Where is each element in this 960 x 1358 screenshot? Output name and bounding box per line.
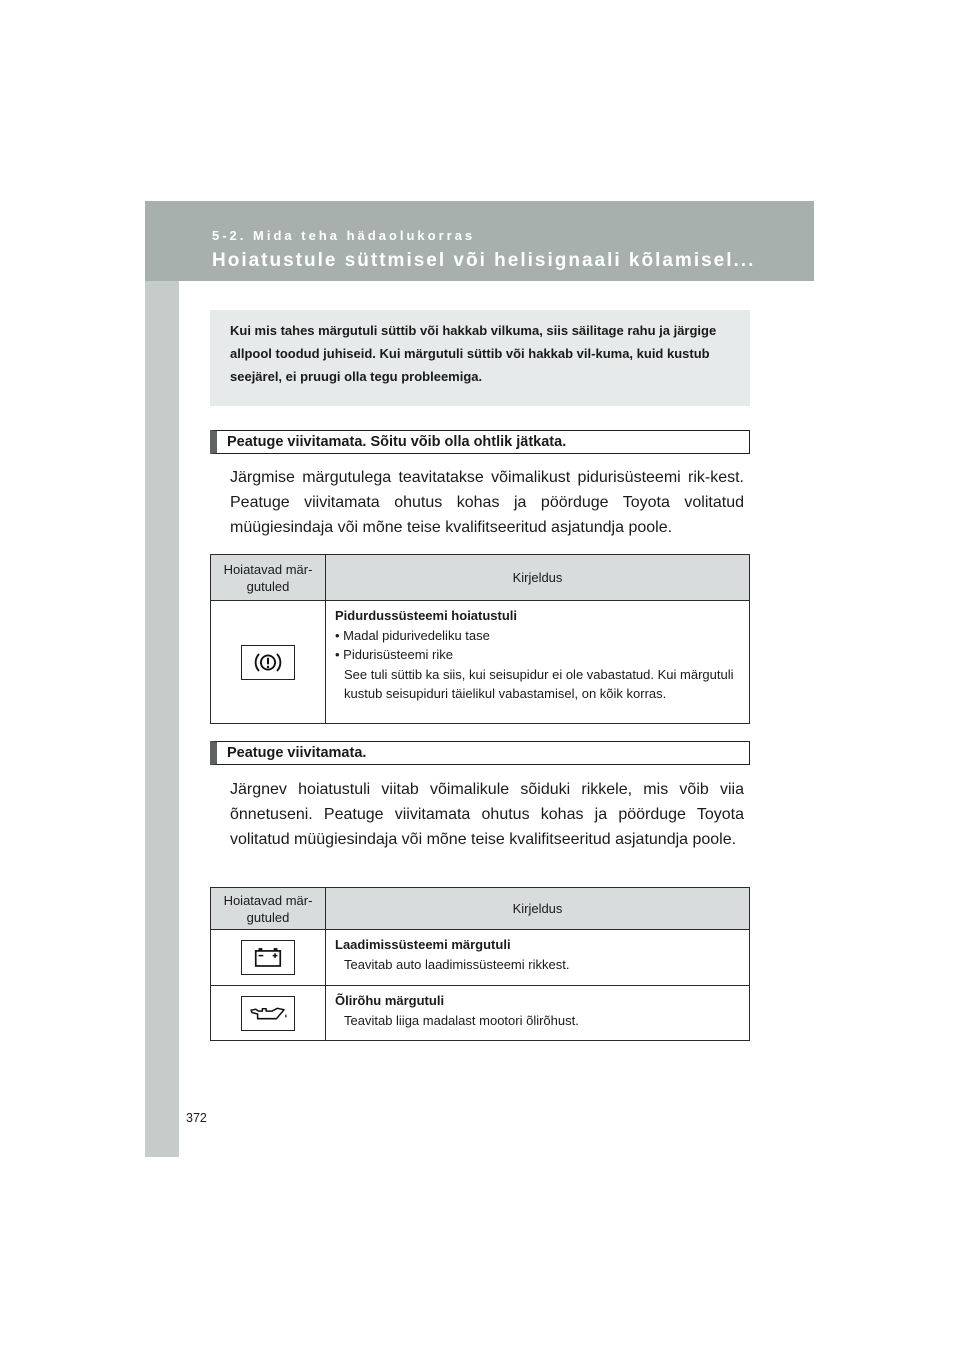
section2-heading: Peatuge viivitamata. [210,741,750,765]
section1-heading: Peatuge viivitamata. Sõitu võib olla ohtlik jätkata. [210,430,750,454]
col-header-description: Kirjeldus [326,888,750,930]
description-cell [326,601,750,724]
table-row [211,986,750,1041]
icon-cell [211,930,326,986]
col-header-line1: Hoiatavad mär- [223,892,313,908]
table-row [211,601,750,724]
icon-cell [211,601,326,724]
description-cell [326,930,750,986]
row-detail: Teavitab liiga madalast mootori õlirõhust. [344,1012,579,1028]
section2-body: Järgnev hoiatustuli viitab võimalikule sõiduki rikkele, mis võib viia õnnetuseni. Peatuge viivitamata ohutus kohas ja pöörduge Toyota volitatud müügiesindaja või mõne teise kvalifitseeritud asjatundja poole. [230,781,744,848]
icon-cell [211,986,326,1041]
row-title: Õlirõhu märgutuli [335,993,445,1008]
col-header-warning-lights [211,555,326,601]
row-detail: See tuli süttib ka siis, kui seisupidur ei ole vabastatud. Kui märgutuli kustub seisupiduri täielikul vabastamisel, on kõik korras. [344,666,734,701]
intro-box: Kui mis tahes märgutuli süttib või hakkab vilkuma, siis säilitage rahu ja järgige allpool toodud juhiseid. Kui märgutuli süttib või hakkab vil-kuma, kuid kustub seejärel, ei pruugi olla tegu probleemiga. [210,310,750,406]
battery-charging-icon [241,940,295,975]
table-header-row [211,555,750,601]
row-title: Pidurdussüsteemi hoiatustuli [335,608,518,623]
section-label: 5-2. Mida teha hädaolukorras [212,228,476,243]
page-number: 372 [186,1111,207,1125]
col-header-line1: Hoiatavad mär- [223,561,313,577]
page-title: Hoiatustule süttmisel või helisignaali kõlamisel... [212,250,756,271]
col-header-line2: gutuled [246,578,290,594]
row-bullet: • Madal pidurivedeliku tase [335,627,490,643]
warning-table-1 [210,554,750,724]
table-row [211,930,750,986]
row-detail: Teavitab auto laadimissüsteemi rikkest. [344,956,570,972]
margin-strip [145,281,179,1157]
brake-warning-icon [241,645,295,680]
description-cell [326,986,750,1041]
col-header-description: Kirjeldus [326,555,750,601]
col-header-warning-lights [211,888,326,930]
col-header-line2: gutuled [246,909,290,925]
oil-pressure-icon [241,996,295,1031]
warning-table-2 [210,887,750,1041]
row-bullet: • Pidurisüsteemi rike [335,647,453,662]
table-header-row [211,888,750,930]
section1-body: Järgmise märgutulega teavitatakse võimalikust pidurisüsteemi rik-kest. Peatuge viivitamata ohutus kohas ja pöörduge Toyota volitatud müügiesindaja või mõne teise kvalifitseeritud asjatundja poole. [230,469,744,536]
row-title: Laadimissüsteemi märgutuli [335,937,511,952]
